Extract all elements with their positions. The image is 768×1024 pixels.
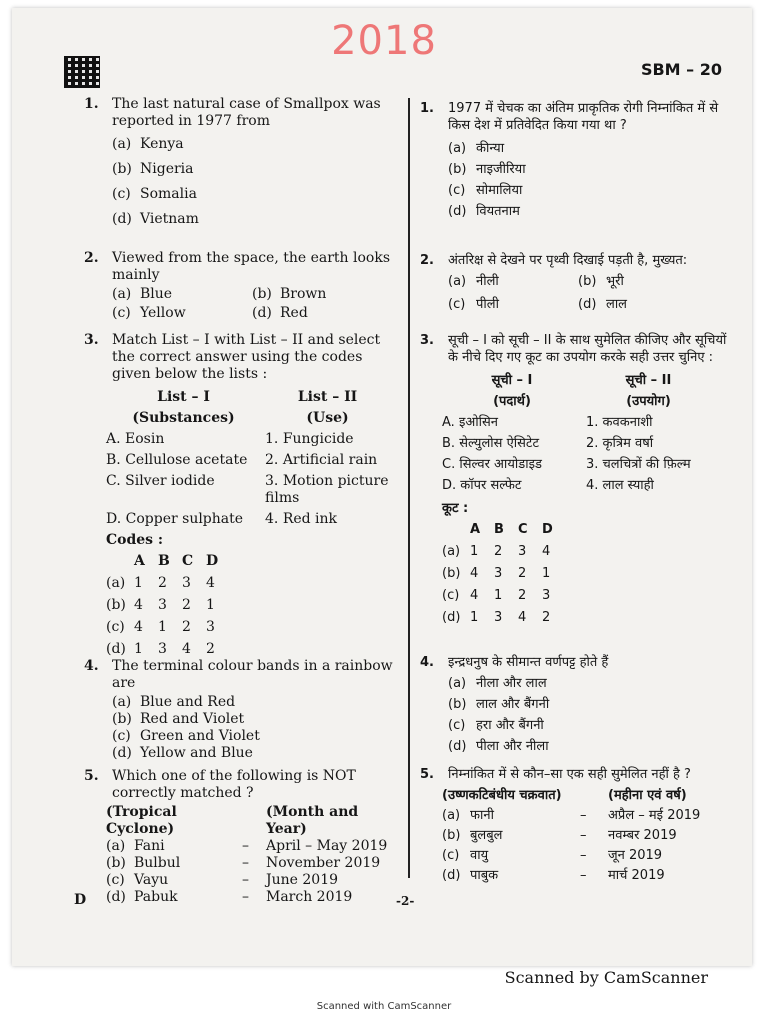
codes-label: Codes : (106, 532, 164, 548)
option-c: (c) हरा और बैंगनी (448, 718, 544, 733)
list2-item: 2. कृत्रिम वर्षा (586, 436, 654, 451)
option-d: (d) Vietnam (112, 211, 199, 227)
question-5-en: 5. Which one of the following is NOT correctly matched ? (Tropical Cyclone) (Month and Year) (a) Fani – April – May 2019 (b) Bulbul – November 2019 (c) Vayu – June 2019 (d) Pabuk – March 2019 (84, 768, 402, 906)
question-3-en: 3. Match List – I with List – II and select the correct answer using the codes given below the lists : List – I List – II (Substances) (Use) A. Eosin 1. Fungicide B. Cellulose acetate 2. Artificial rain C. Silver iodide 3. Motion picture films D. Copper sulphate 4. Red ink Codes : A B C D (a) 1 2 3 4 (b) 4 3 2 1 (c) 4 1 2 3 (d) 1 3 4 2 (84, 332, 402, 658)
question-stem: इन्द्रधनुष के सीमान्त वर्णपट्ट होते हैं (448, 655, 609, 670)
option-a: (a) कीन्या (448, 141, 505, 156)
cyclone-table: (उष्णकटिबंधीय चक्रवात) (महीना एवं वर्ष) (a) फानी – अप्रैल – मई 2019 (b) बुलबुल – नवम्बर 2019 (c) वायु – जून 2019 (d) पाबुक – मार्च 2019 (442, 788, 701, 883)
option-a: (a) नीला और लाल (448, 676, 547, 691)
list2-item: 2. Artificial rain (265, 452, 378, 468)
question-2-hi: 2. अंतरिक्ष से देखने पर पृथ्वी दिखाई पड़ती है, मुख्यत: (a) नीली (b) भूरी (c) पीली (d) लाल (420, 252, 732, 313)
option-c: (c) सोमालिया (448, 183, 523, 198)
option-a: (a) नीली (448, 274, 499, 289)
list1-item: D. कॉपर सल्फेट (442, 478, 522, 493)
list1-item: A. Eosin (106, 431, 165, 447)
list2-item: 3. चलचित्रों की फ़िल्म (586, 457, 691, 472)
codes-table: A B C D (a) 1 2 3 4 (b) 4 3 2 1 (c) 4 1 2 3 (d) 1 3 4 2 (442, 522, 553, 625)
list2-item: 1. Fungicide (265, 431, 354, 447)
question-5-hi: 5. निम्नांकित में से कौन–सा एक सही सुमेलित नहीं है ? (उष्णकटिबंधीय चक्रवात) (महीना एवं वर्ष) (a) फानी – अप्रैल – मई 2019 (b) बुलबुल – नवम्बर 2019 (c) वायु – जून 2019 (d) पाबुक – मार्च 2019 (420, 766, 732, 884)
option-c: (c) Green and Violet (112, 728, 260, 744)
question-stem: सूची – I को सूची – II के साथ सुमेलित कीजिए और सूचियों के नीचे दिए गए कूट का उपयोग करके सही उत्तर चुनिए : (448, 333, 727, 365)
list1-item: C. Silver iodide (106, 473, 215, 489)
list2-item: 3. Motion picture films (265, 473, 389, 506)
question-stem: The terminal colour bands in a rainbow are (112, 658, 393, 691)
codes-label: कूट : (442, 501, 469, 516)
match-table: सूची – I सूची – II (पदार्थ) (उपयोग) A. इओसिन 1. कवकनाशी B. सेल्युलोस ऐसिटेट 2. कृत्रिम वर्षा C. सिल्वर आयोडाइड 3. चलचित्रों की फ़िल्म D. कॉपर सल्फेट 4. लाल स्याही (442, 372, 732, 494)
option-b: (b) Nigeria (112, 161, 194, 177)
question-stem: Which one of the following is NOT correctly matched ? (112, 768, 356, 801)
column-divider (408, 98, 410, 878)
list2-item: 1. कवकनाशी (586, 415, 653, 430)
list1-item: C. सिल्वर आयोडाइड (442, 457, 542, 472)
question-stem: Viewed from the space, the earth looks mainly (112, 250, 391, 283)
question-stem: निम्नांकित में से कौन–सा एक सही सुमेलित नहीं है ? (448, 767, 691, 782)
option-a: (a) Blue and Red (112, 694, 236, 710)
list2-item: 4. Red ink (265, 511, 338, 527)
match-table: List – I List – II (Substances) (Use) A. Eosin 1. Fungicide B. Cellulose acetate 2. Artificial rain C. Silver iodide 3. Motion picture films D. Copper sulphate 4. Red ink (106, 389, 389, 527)
option-a: (a) Blue (112, 286, 173, 302)
option-c: (c) Yellow (112, 305, 186, 321)
question-2-en: 2. Viewed from the space, the earth looks mainly (a) Blue (b) Brown (c) Yellow (d) Red (84, 250, 402, 322)
option-c: (c) Somalia (112, 186, 197, 202)
option-b: (b) नाइजीरिया (448, 162, 526, 177)
question-3-hi: 3. सूची – I को सूची – II के साथ सुमेलित कीजिए और सूचियों के नीचे दिए गए कूट का उपयोग करके सही उत्तर चुनिए : सूची – I सूची – II (पदार्थ) (उपयोग) A. इओसिन 1. कवकनाशी B. सेल्युलोस ऐसिटेट 2. कृत्रिम वर्षा C. सिल्वर आयोडाइड 3. चलचित्रों की फ़िल्म D. कॉपर सल्फेट 4. लाल स्याही कूट : A B C D (a) 1 2 3 4 (b) 4 3 2 1 (c) 4 1 2 3 (d) 1 3 4 2 (420, 332, 732, 626)
option-d: (d) पीला और नीला (448, 739, 549, 754)
option-d: (d) वियतनाम (448, 204, 520, 219)
option-b: (b) Brown (252, 286, 327, 302)
codes-table: A B C D (a) 1 2 3 4 (b) 4 3 2 1 (c) 4 1 2 3 (d) 1 3 4 2 (106, 553, 219, 657)
page-number: -2- (396, 894, 415, 908)
cyclone-table: (Tropical Cyclone) (Month and Year) (a) Fani – April – May 2019 (b) Bulbul – November 2019 (c) Vayu – June 2019 (d) Pabuk – March 2019 (106, 804, 388, 905)
option-d: (d) Yellow and Blue (112, 745, 253, 761)
option-b: (b) Red and Violet (112, 711, 245, 727)
question-stem: The last natural case of Smallpox was reported in 1977 from (112, 96, 381, 129)
list1-item: B. Cellulose acetate (106, 452, 248, 468)
booklet-series: D (74, 892, 87, 908)
question-stem: 1977 में चेचक का अंतिम प्राकृतिक रोगी निम्नांकित में से किस देश में प्रतिवेदित किया गया था ? (448, 101, 719, 133)
question-4-hi: 4. इन्द्रधनुष के सीमान्त वर्णपट्ट होते हैं (a) नीला और लाल (b) लाल और बैंगनी (c) हरा और बैंगनी (d) पीला और नीला (420, 654, 732, 759)
question-4-en: 4. The terminal colour bands in a rainbow are (a) Blue and Red (b) Red and Violet (c) Green and Violet (d) Yellow and Blue (84, 658, 402, 762)
question-1-en: 1. The last natural case of Smallpox was reported in 1977 from (a) Kenya (b) Nigeria (c) Somalia (d) Vietnam (84, 96, 402, 236)
question-stem: Match List – I with List – II and select the correct answer using the codes given below the lists : (112, 332, 381, 382)
question-stem: अंतरिक्ष से देखने पर पृथ्वी दिखाई पड़ती है, मुख्यत: (448, 253, 688, 268)
option-d: (d) लाल (578, 297, 627, 312)
paper-code: SBM – 20 (640, 60, 722, 79)
option-c: (c) पीली (448, 297, 499, 312)
option-b: (b) लाल और बैंगनी (448, 697, 550, 712)
list1-item: B. सेल्युलोस ऐसिटेट (442, 436, 540, 451)
question-1-hi: 1. 1977 में चेचक का अंतिम प्राकृतिक रोगी निम्नांकित में से किस देश में प्रतिवेदित किया गया था ? (a) कीन्या (b) नाइजीरिया (c) सोमालिया (d) वियतनाम (420, 100, 732, 224)
qr-code-icon (64, 56, 100, 88)
scanner-watermark: Scanned by CamScanner (504, 968, 708, 987)
scanner-caption: Scanned with CamScanner (316, 1001, 452, 1012)
option-d: (d) Red (252, 305, 308, 321)
option-b: (b) भूरी (578, 274, 624, 289)
year-annotation: 2018 (331, 18, 437, 64)
list2-item: 4. लाल स्याही (586, 478, 654, 493)
list1-item: A. इओसिन (442, 415, 498, 430)
list1-item: D. Copper sulphate (106, 511, 244, 527)
option-a: (a) Kenya (112, 136, 184, 152)
